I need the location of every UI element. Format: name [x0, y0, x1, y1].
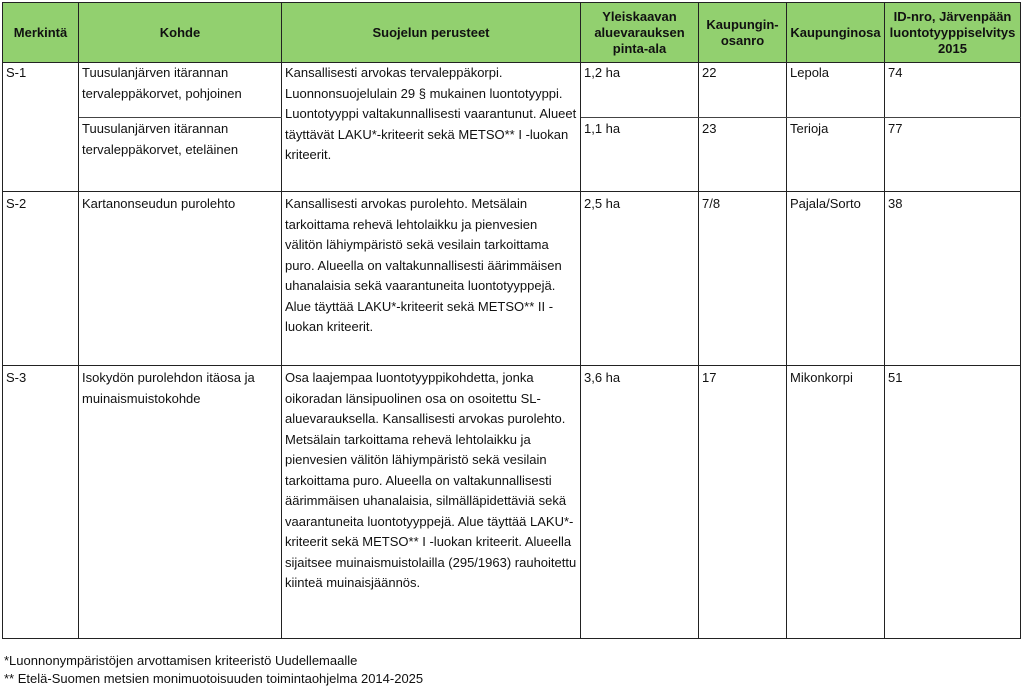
footnote-metso: ** Etelä-Suomen metsien monimuotoisuuden toimintaohjelma 2014-2025	[4, 671, 424, 686]
cell-perusteet: Osa laajempaa luontotyyppikohdetta, jonka oikoradan länsipuolinen osa on osoitettu SL-aluevarauksella. Kansallisesti arvokas purolehto. Metsälain tarkoittama rehevä lehtolaikku ja pienvesien välitön lähiympäristö sekä vesilain tarkoittama puro. Alueella on valtakunnallisesti äärimmäisen uhanalaisia, silmälläpidettäviä sekä vaarantuneita luontotyyppejä. Alue täyttää LAKU*-kriteerit sekä METSO** I -luokan kriteerit. Alueella sijaitsee muinaismuistolailla (295/1963) rauhoitettu kiinteä muinaisjäännös.	[282, 366, 581, 639]
cell-perusteet: Kansallisesti arvokas purolehto. Metsälain tarkoittama rehevä lehtolaikku ja pienvesien välitön lähiympäristö sekä vesilain tarkoittama puro. Alueella on valtakunnallisesti äärimmäisen uhanalaisia sekä vaarantuneita luontotyyppejä. Alue täyttää LAKU*-kriteerit sekä METSO** II -luokan kriteerit.	[282, 192, 581, 366]
header-id-nro: ID-nro, Järvenpään luontotyyppiselvitys 2015	[885, 3, 1021, 63]
table-row	[3, 192, 1021, 366]
cell-id-nro: 51	[885, 366, 1021, 639]
header-pinta-ala: Yleiskaavan aluevarauksen pinta-ala	[581, 3, 699, 63]
cell-kohde: Kartanonseudun purolehto	[79, 192, 282, 366]
cell-pinta-ala: 1,1 ha	[581, 118, 699, 192]
table-row	[3, 63, 1021, 118]
header-row	[3, 3, 1021, 63]
footnote-laku: *Luonnonympäristöjen arvottamisen kriteeristö Uudellemaalle	[4, 653, 358, 668]
footnotes	[4, 652, 423, 688]
header-osanro: Kaupungin-osanro	[699, 3, 787, 63]
cell-osanro: 17	[699, 366, 787, 639]
cell-osanro: 7/8	[699, 192, 787, 366]
cell-merkinta: S-1	[3, 63, 79, 192]
cell-pinta-ala: 3,6 ha	[581, 366, 699, 639]
cell-kaupunginosa: Terioja	[787, 118, 885, 192]
header-kohde: Kohde	[79, 3, 282, 63]
cell-pinta-ala: 1,2 ha	[581, 63, 699, 118]
header-kaupunginosa: Kaupunginosa	[787, 3, 885, 63]
header-merkinta: Merkintä	[3, 3, 79, 63]
cell-osanro: 22	[699, 63, 787, 118]
cell-kohde: Tuusulanjärven itärannan tervaleppäkorvet, eteläinen	[79, 118, 282, 192]
cell-osanro: 23	[699, 118, 787, 192]
protection-areas-table	[2, 2, 1021, 639]
cell-kaupunginosa: Lepola	[787, 63, 885, 118]
cell-kohde: Tuusulanjärven itärannan tervaleppäkorvet, pohjoinen	[79, 63, 282, 118]
cell-pinta-ala: 2,5 ha	[581, 192, 699, 366]
cell-perusteet: Kansallisesti arvokas tervaleppäkorpi. Luonnonsuojelulain 29 § mukainen luontotyyppi. Luontotyyppi valtakunnallisesti vaarantunut. Alueet täyttävät LAKU*-kriteerit sekä METSO** I -luokan kriteerit.	[282, 63, 581, 192]
cell-id-nro: 38	[885, 192, 1021, 366]
table-row	[3, 366, 1021, 639]
cell-kaupunginosa: Pajala/Sorto	[787, 192, 885, 366]
cell-kohde: Isokydön purolehdon itäosa ja muinaismuistokohde	[79, 366, 282, 639]
cell-kaupunginosa: Mikonkorpi	[787, 366, 885, 639]
header-perusteet: Suojelun perusteet	[282, 3, 581, 63]
cell-merkinta: S-2	[3, 192, 79, 366]
cell-merkinta: S-3	[3, 366, 79, 639]
cell-id-nro: 77	[885, 118, 1021, 192]
cell-id-nro: 74	[885, 63, 1021, 118]
